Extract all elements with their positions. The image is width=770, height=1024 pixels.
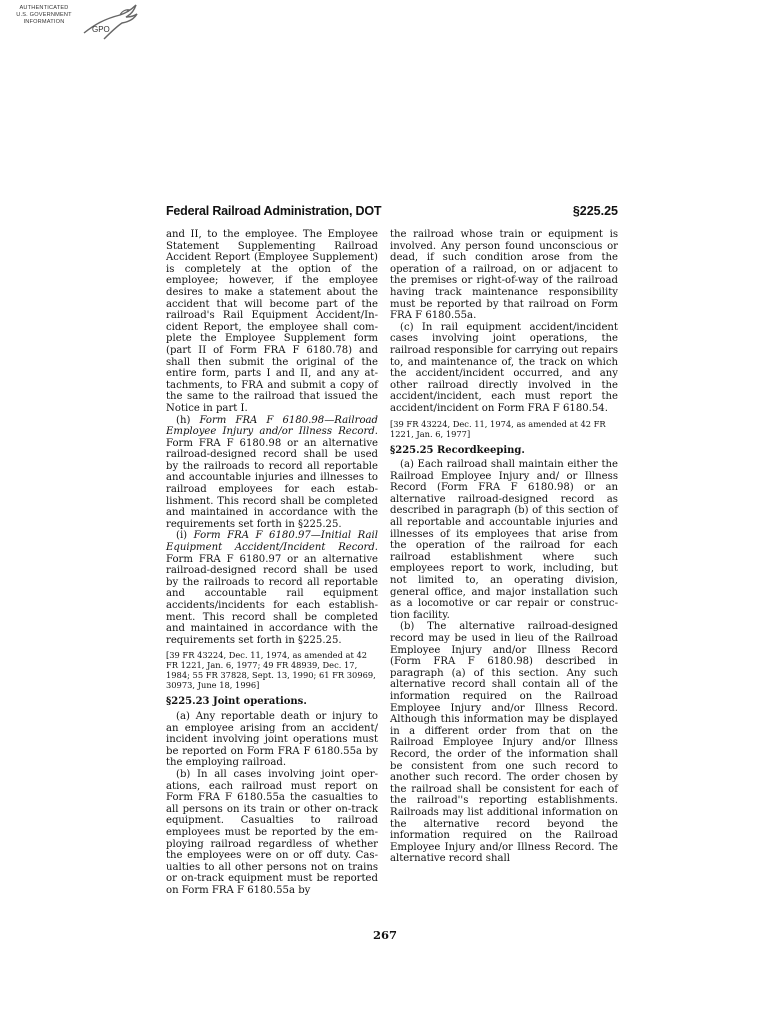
seal-line-2: U.S. GOVERNMENT <box>16 12 72 18</box>
right-column <box>390 229 618 865</box>
running-title: Federal Railroad Administration, DOT <box>166 204 382 218</box>
form-title: Form FRA F 6180.98—Railroad Employee Injury and/or Illness Record. <box>166 414 378 438</box>
paragraph: and II, to the employee. The Employee Statement Supplementing Railroad Accident Report (Employee Supplement) is completely at the option of the employee; however, if the employee desires to make a statement about the accident that will become part of the railroad's Rail Equipment Accident/Incident Report, the employee shall complete the Employee Supplement form (part II of Form FRA F 6180.78) and shall then submit the original of the entire form, parts I and II, and any attachments, to FRA and submit a copy of the same to the railroad that issued the Notice in part I. <box>166 229 378 414</box>
paragraph-label: (i) <box>176 530 194 542</box>
section-heading: §225.23 Joint operations. <box>166 696 307 708</box>
seal-line-3: INFORMATION <box>23 19 65 25</box>
eagle-icon <box>80 3 140 47</box>
paragraph: (b) In all cases involving joint operations, each railroad must report on Form FRA F 6180.55a the casualties to all persons on its train or other on-track equipment. Casualties to railroad employees must be reported by the employing railroad regardless of whether the employees were on or off duty. Casualties to all other persons not on trains or on-track equipment must be reported on Form FRA F 6180.55a by <box>166 768 378 896</box>
paragraph-body: Form FRA F 6180.97 or an alternative railroad-designed record shall be used by the railroads to record all reportable and accountable rail equipment accidents/incidents for each establishment. This record shall be completed and maintained in accordance with the requirements set forth in §225.25. <box>166 553 378 646</box>
paragraph: (b) The alternative railroad-designed record may be used in lieu of the Railroad Employee Injury and/or Illness Record (Form FRA F 6180.98) described in paragraph (a) of this section. Any such alternative record shall contain all of the information required on the Railroad Employee Injury and/or Illness Record. Although this information may be displayed in a different order from that on the Railroad Employee Injury and/or Illness Record, the order of the information shall be consistent from one such record to another such record. The order chosen by the railroad shall be consistent for each of the railroad''s reporting establishments. Railroads may list additional information on the alternative record beyond the information required on the Railroad Employee Injury and/or Illness Record. The alternative record shall <box>390 621 618 865</box>
page-number: 267 <box>372 928 397 942</box>
paragraph: (a) Each railroad shall maintain either the Railroad Employee Injury and/ or Illness Record (Form FRA F 6180.98) or an alternative railroad-designed record as described in paragraph (b) of this section of all reportable and accountable injuries and illnesses of its employees that arise from the operation of the railroad for each railroad establishment where such employees report to work, including, but not limited to, an operating division, general office, and major installation such as a locomotive or car repair or construction facility. <box>390 459 618 621</box>
section-reference: §225.25 <box>572 204 618 218</box>
paragraph: (a) Any reportable death or injury to an employee arising from an accident/ incident involving joint operations must be reported on Form FRA F 6180.55a by the employing railroad. <box>166 710 378 769</box>
running-head <box>166 204 618 220</box>
paragraph-label: (h) <box>176 414 200 426</box>
section-heading: §225.25 Recordkeeping. <box>390 444 525 456</box>
paragraph-h <box>166 415 378 531</box>
paragraph-body: Form FRA F 6180.98 or an alternative railroad-designed record shall be used by the railroads to record all reportable and accountable injuries and illnesses to railroad employees for each establishment. This record shall be completed and maintained in accordance with the requirements set forth in §225.25. <box>166 437 378 530</box>
seal-line-1: AUTHENTICATED <box>19 5 69 11</box>
form-title: Form FRA F 6180.97—Initial Rail Equipment Accident/Incident Record. <box>166 530 378 554</box>
paragraph: (c) In rail equipment accident/incident cases involving joint operations, the railroad responsible for carrying out repairs to, and maintenance of, the track on which the accident/incident occurred, and any other railroad directly involved in the accident/incident, each must report the accident/incident on Form FRA F 6180.54. <box>390 321 618 414</box>
paragraph: the railroad whose train or equipment is involved. Any person found unconscious or dead, if such condition arose from the operation of a railroad, on or adjacent to the premises or right-of-way of the railroad having track maintenance responsibility must be reported by that railroad on Form FRA F 6180.55a. <box>390 229 618 322</box>
gpo-authentication-seal <box>4 3 142 47</box>
gpo-mark: GPO <box>92 25 110 34</box>
source-citation: [39 FR 43224, Dec. 11, 1974, as amended at 42 FR 1221, Jan. 6, 1977] <box>390 418 606 439</box>
source-citation: [39 FR 43224, Dec. 11, 1974, as amended at 42 FR 1221, Jan. 6, 1977; 49 FR 48939, Dec. 17, 1984; 55 FR 37828, Sept. 13, 1990; 61 FR 30969, 30973, June 18, 1996] <box>166 650 376 691</box>
left-column <box>166 229 378 896</box>
paragraph-i <box>166 530 378 646</box>
